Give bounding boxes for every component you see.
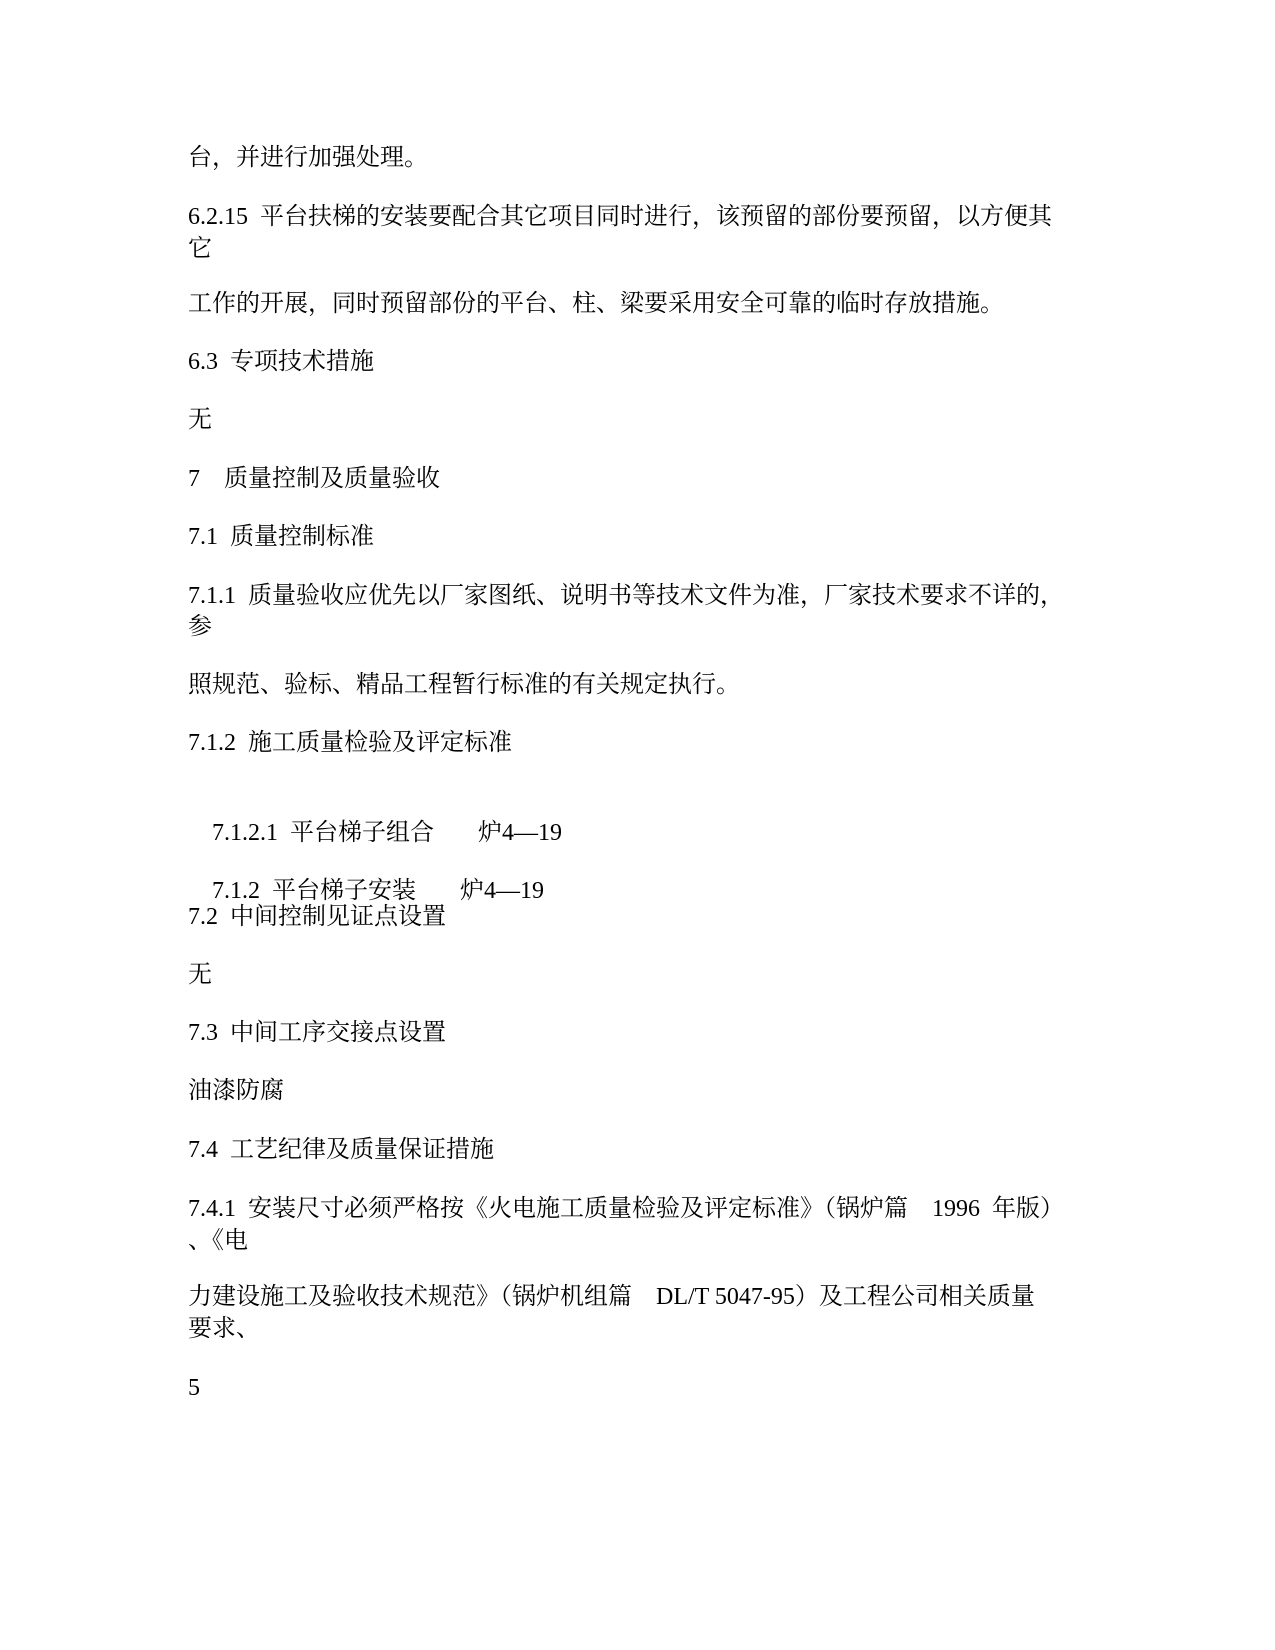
standard-item-code: 炉4—19: [478, 820, 562, 846]
heading-7-1: 7.1 质量控制标准: [188, 524, 374, 550]
section-6-2-15-line-2: 它: [188, 236, 212, 262]
paragraph-line: 照规范、验标、精品工程暂行标准的有关规定执行。: [188, 672, 740, 698]
paragraph-line: 无: [188, 407, 212, 433]
standard-item-code: 炉4—19: [460, 878, 544, 904]
standard-item-name: 7.1.2.1 平台梯子组合: [212, 820, 434, 846]
section-7-4-1-line-3: 力建设施工及验收技术规范》（锅炉机组篇 DL/T 5047-95）及工程公司相关质量: [188, 1284, 1035, 1310]
section-6-2-15-line-1: 6.2.15 平台扶梯的安装要配合其它项目同时进行，该预留的部份要预留，以方便其: [188, 204, 1052, 230]
heading-7: 7 质量控制及质量验收: [188, 466, 440, 492]
heading-7-3: 7.3 中间工序交接点设置: [188, 1020, 446, 1046]
page-number: 5: [188, 1375, 200, 1401]
section-7-4-1-line-1: 7.4.1 安装尺寸必须严格按《火电施工质量检验及评定标准》（锅炉篇 1996 年版）: [188, 1196, 1064, 1222]
heading-7-1-2: 7.1.2 施工质量检验及评定标准: [188, 730, 512, 756]
paragraph-line: 无: [188, 962, 212, 988]
standard-item-name: 7.1.2 平台梯子安装: [212, 878, 416, 904]
heading-7-4: 7.4 工艺纪律及质量保证措施: [188, 1137, 494, 1163]
heading-6-3: 6.3 专项技术措施: [188, 349, 374, 375]
heading-7-2: 7.2 中间控制见证点设置: [188, 904, 446, 930]
paragraph-line: 台，并进行加强处理。: [188, 145, 428, 171]
section-7-1-1-line-2: 参: [188, 614, 212, 640]
paragraph-line: 工作的开展，同时预留部份的平台、柱、梁要采用安全可靠的临时存放措施。: [188, 291, 1004, 317]
paragraph-line: 油漆防腐: [188, 1078, 284, 1104]
section-7-4-1-line-4: 要求、: [188, 1316, 260, 1342]
section-7-4-1-line-2: 、《电: [188, 1228, 248, 1254]
section-7-1-1-line-1: 7.1.1 质量验收应优先以厂家图纸、说明书等技术文件为准，厂家技术要求不详的，: [188, 583, 1064, 609]
